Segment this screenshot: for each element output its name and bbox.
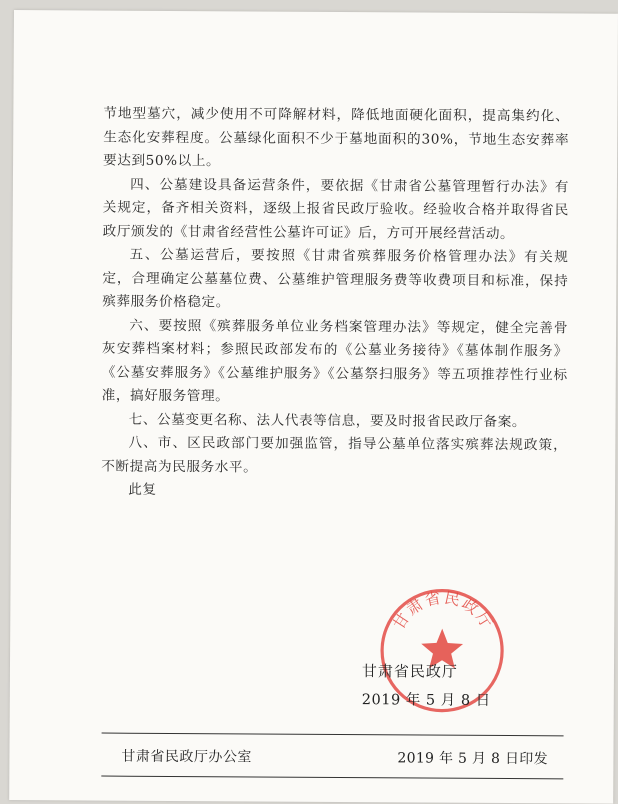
paragraph-item-8: 八、市、区民政部门要加强监管，指导公墓单位落实殡葬法规政策，不断提高为民服务水平。 bbox=[101, 434, 568, 475]
document-page bbox=[9, 10, 618, 804]
document-body bbox=[101, 103, 569, 505]
footer-issuing-office: 甘肃省民政厅办公室 bbox=[121, 748, 252, 766]
closing-reply: 此复 bbox=[128, 481, 157, 498]
footer-print-date: 2019 年 5 月 8 日印发 bbox=[397, 750, 548, 768]
footer-divider-top bbox=[102, 733, 564, 737]
issuer-signature: 甘肃省民政厅 bbox=[361, 662, 459, 681]
paragraph-continuation: 节地型墓穴，减少使用不可降解材料，降低地面硬化面积，提高集约化、生态化安葬程度。公墓绿化面积不少于墓地面积的30%，节地生态安葬率要达到50%以上。 bbox=[103, 105, 570, 170]
paragraph-item-5: 五、公墓运营后，要按照《甘肃省殡葬服务价格管理办法》有关规定，合理确定公墓墓位费、公墓维护管理服务费等收费项目和标准，保持殡葬服务价格稳定。 bbox=[102, 246, 569, 311]
footer-divider-bottom bbox=[101, 776, 563, 780]
paragraph-item-7: 七、公墓变更名称、法人代表等信息，要及时报省民政厅备案。 bbox=[128, 411, 527, 430]
seal-text: 甘肃省民政厅 bbox=[389, 588, 497, 634]
paragraph-item-4: 四、公墓建设具备运营条件，要依据《甘肃省公墓管理暂行办法》有关规定，备齐相关资料，逐级上报省民政厅验收。经验收合格并取得省民政厅颁发的《甘肃省经营性公墓许可证》后，方可开展经营活动。 bbox=[102, 176, 569, 242]
paragraph-item-6: 六、要按照《殡葬服务单位业务档案管理办法》等规定，健全完善骨灰安葬档案材料；参照民政部发布的《公墓业务接待》《墓体制作服务》《公墓安葬服务》《公墓维护服务》《公墓祭扫服务》等五项推荐性行业标准，搞好服务管理。 bbox=[101, 317, 569, 405]
issue-date: 2019 年 5 月 8 日 bbox=[361, 692, 491, 709]
